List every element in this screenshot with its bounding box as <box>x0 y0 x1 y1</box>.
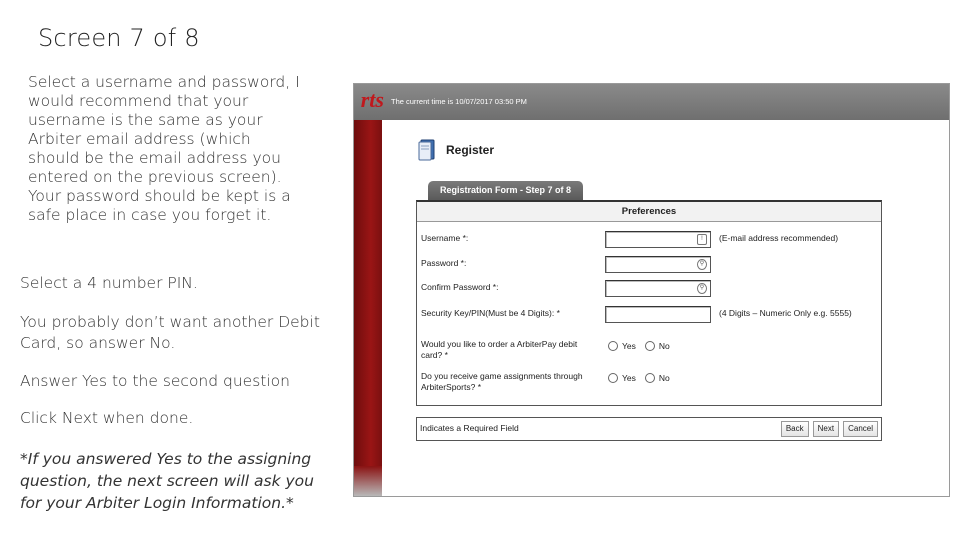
pin-input[interactable] <box>605 306 711 323</box>
preferences-form <box>416 200 882 406</box>
register-header <box>418 139 494 161</box>
step-tab: Registration Form - Step 7 of 8 <box>428 181 583 200</box>
brand-logo: rts <box>360 87 384 112</box>
slide-title: Screen 7 of 8 <box>38 24 200 52</box>
registration-screenshot <box>353 83 950 497</box>
required-note: Indicates a Required Field <box>420 423 519 433</box>
instruction-pin: Select a 4 number PIN. <box>20 274 198 292</box>
debit-card-yes-label: Yes <box>622 341 636 351</box>
debit-card-no-label: No <box>658 341 670 351</box>
confirm-password-label: Confirm Password *: <box>421 282 499 292</box>
side-bar <box>354 120 382 496</box>
username-label: Username *: <box>421 233 469 243</box>
register-title: Register <box>446 143 495 157</box>
key-icon: ⚲ <box>697 259 707 270</box>
form-footer <box>416 417 882 441</box>
assignments-yes-label: Yes <box>622 373 636 383</box>
assignments-yes-radio[interactable] <box>608 373 618 383</box>
username-note: (E-mail address recommended) <box>719 233 839 243</box>
debit-card-radios <box>608 341 675 351</box>
register-book-icon <box>418 139 436 161</box>
pin-note: (4 Digits – Numeric Only e.g. 5555) <box>719 308 852 318</box>
instruction-assignments: Answer Yes to the second question <box>20 372 290 390</box>
debit-card-no-radio[interactable] <box>645 341 655 351</box>
instruction-credentials: Select a username and password, I would recommend that your username is the same as your Arbiter email address (which should be the email address you entered on the previous screen). Your password should be kept is a safe place in case you forget it. <box>28 73 300 224</box>
info-icon: ! <box>697 234 707 245</box>
top-bar <box>354 84 949 120</box>
assignments-no-label: No <box>658 373 670 383</box>
instruction-next: Click Next when done. <box>20 409 194 427</box>
key-icon: ⚲ <box>697 283 707 294</box>
assignments-label: Do you receive game assignments through ArbiterSports? * <box>421 371 583 392</box>
footer-buttons <box>781 421 878 437</box>
next-button[interactable]: Next <box>813 421 839 437</box>
username-input[interactable] <box>605 231 711 248</box>
pin-label: Security Key/PIN(Must be 4 Digits): * <box>421 308 560 318</box>
preferences-header: Preferences <box>417 202 881 222</box>
password-input[interactable] <box>605 256 711 273</box>
current-time: The current time is 10/07/2017 03:50 PM <box>391 97 527 106</box>
instruction-debit-card: You probably don’t want another Debit Card, so answer No. <box>20 313 320 352</box>
confirm-password-input[interactable] <box>605 280 711 297</box>
assignments-radios <box>608 373 675 383</box>
cancel-button[interactable]: Cancel <box>843 421 878 437</box>
assignments-no-radio[interactable] <box>645 373 655 383</box>
instruction-note: *If you answered Yes to the assigning question, the next screen will ask you for your Arbiter Login Information.* <box>20 450 314 512</box>
back-button[interactable]: Back <box>781 421 809 437</box>
debit-card-yes-radio[interactable] <box>608 341 618 351</box>
debit-card-label: Would you like to order a ArbiterPay debit card? * <box>421 339 578 360</box>
password-label: Password *: <box>421 258 467 268</box>
